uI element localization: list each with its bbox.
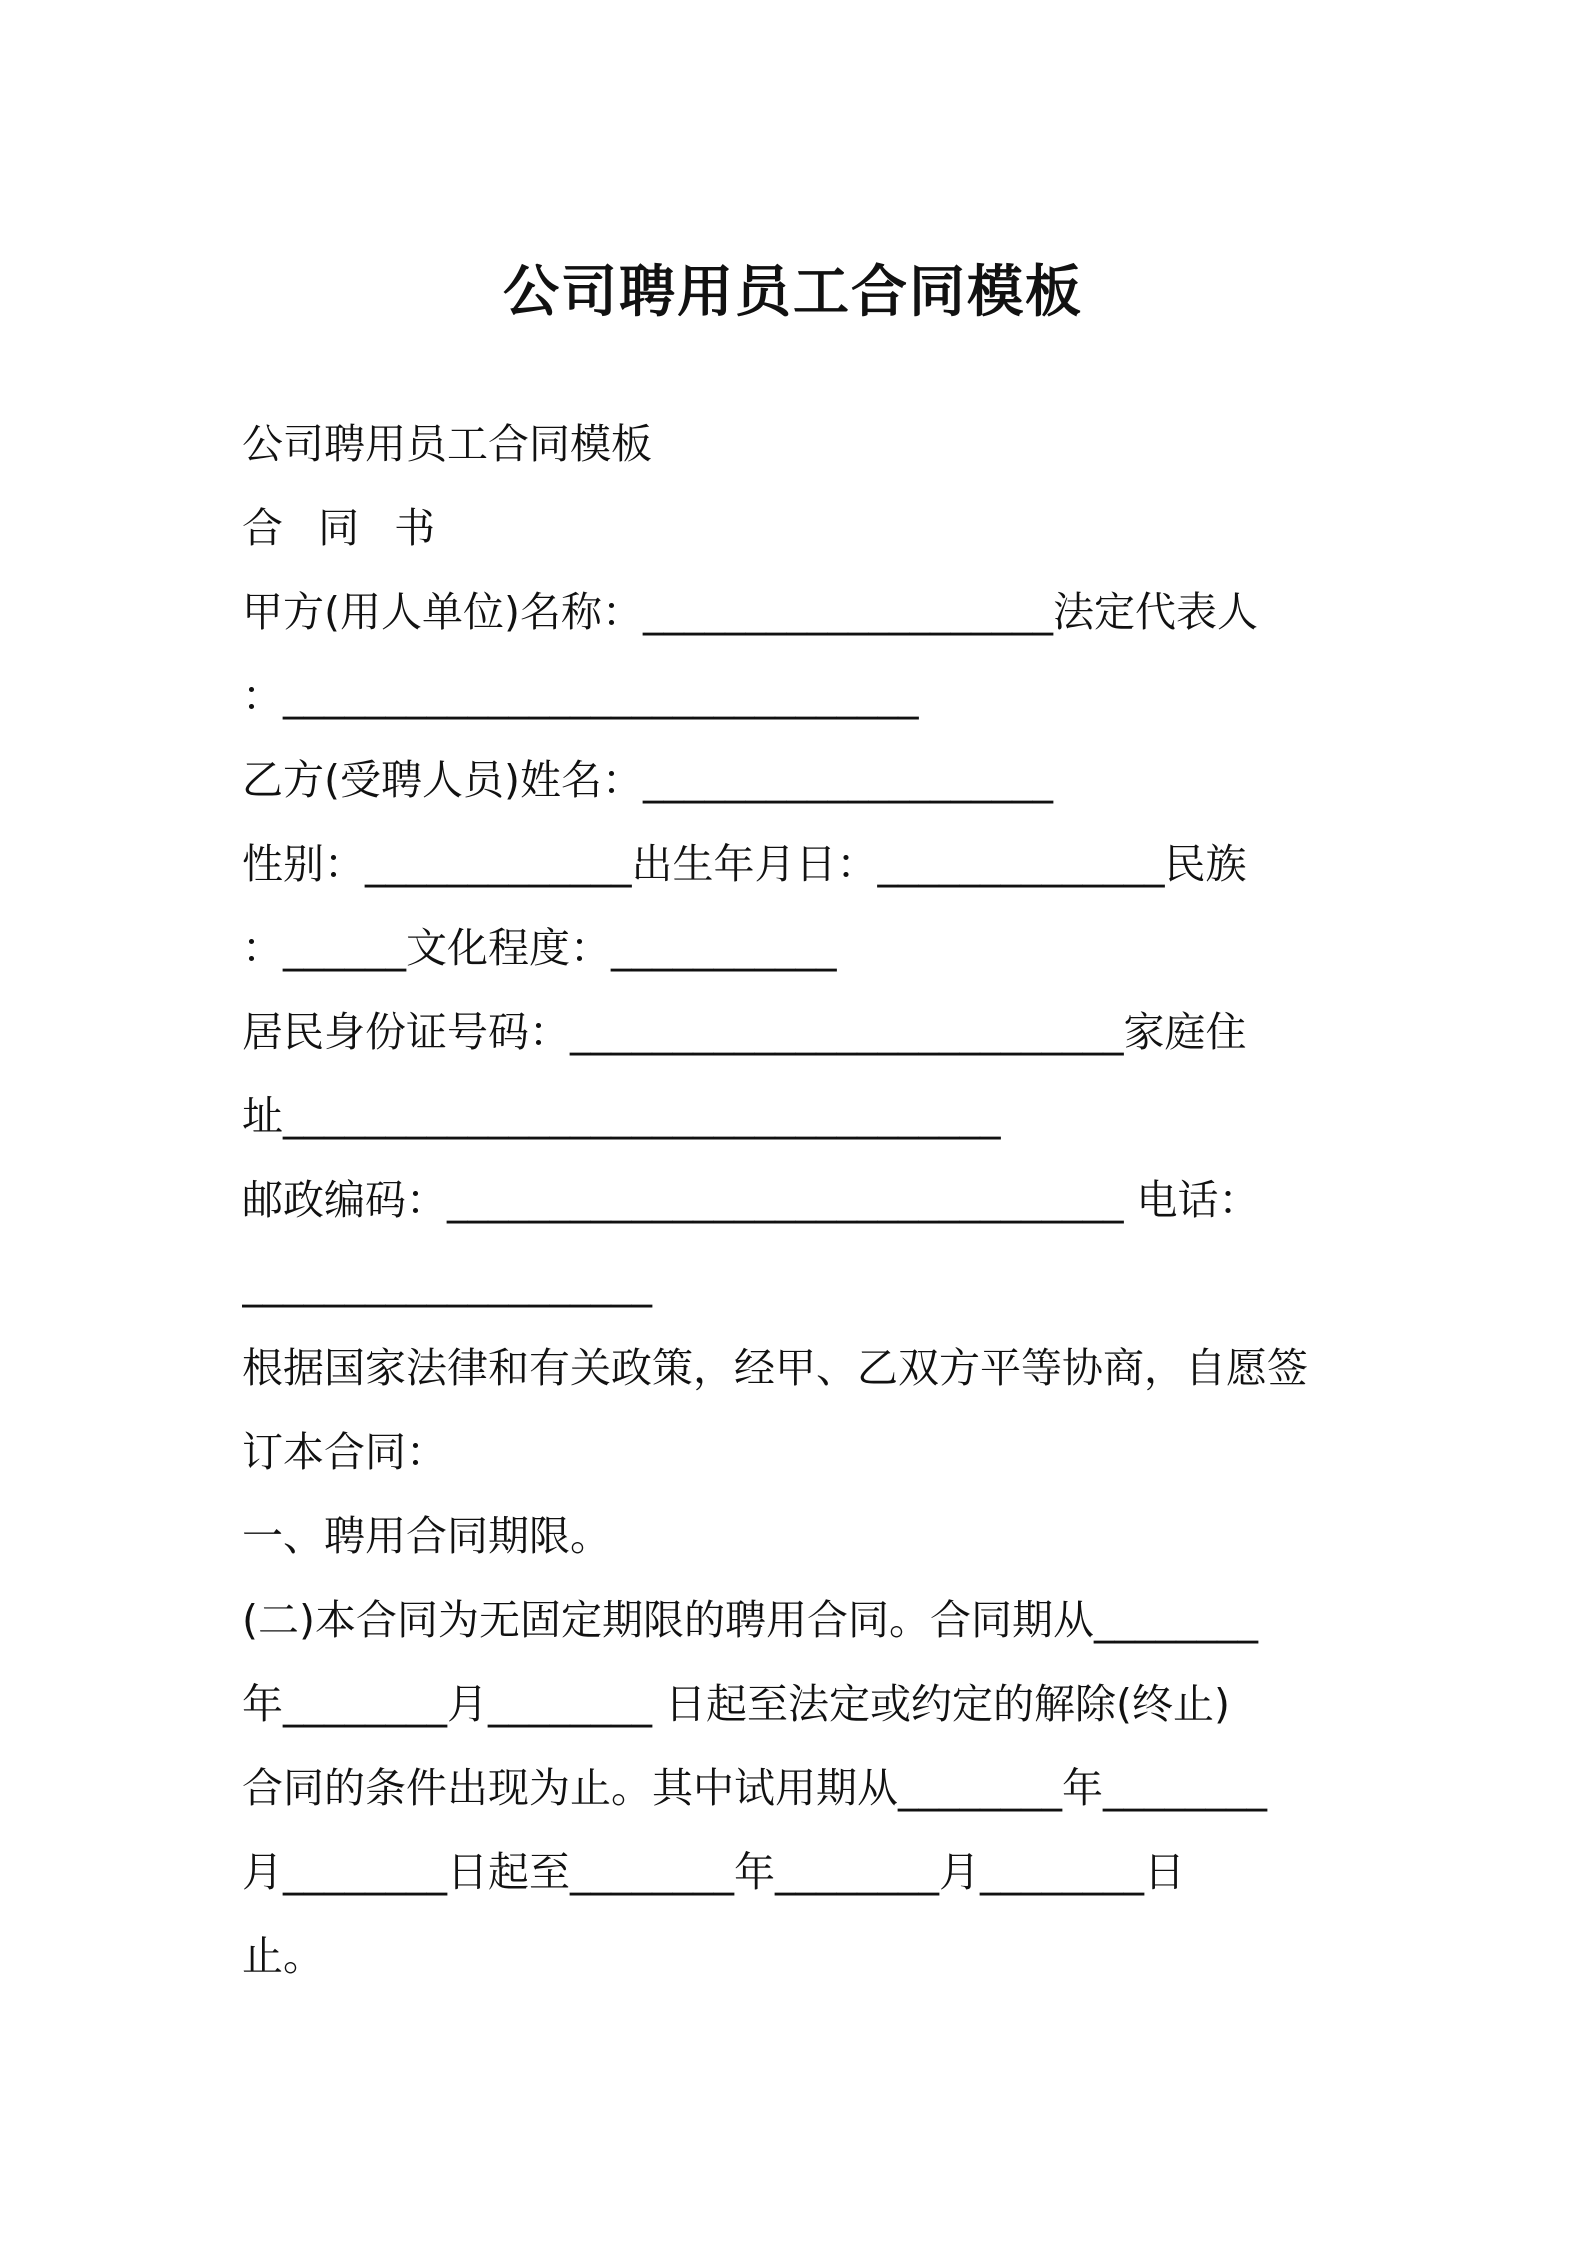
document-subtitle: 公司聘用员工合同模板 (242, 420, 652, 468)
party-a-name-line (242, 582, 1357, 642)
contract-heading: 合 同 书 (242, 504, 439, 552)
party-b-postcode-line: 邮政编码：_________________________________ 电话： (242, 1176, 1260, 1224)
section-1-heading: 一、聘用合同期限。 (242, 1512, 611, 1560)
party-b-education-line: ：______文化程度：___________ (242, 924, 837, 972)
party-b-address-line: 址___________________________________ (242, 1092, 1001, 1140)
party-b-name-line: 乙方(受聘人员)姓名：____________________ (242, 756, 1053, 804)
preamble-line-1: 根据国家法律和有关政策，经甲、乙双方平等协商，自愿签 (242, 1344, 1308, 1392)
party-b-phone-line: ____________________ (242, 1260, 652, 1308)
party-b-gender-birth-line: 性别：_____________出生年月日：______________民族 (242, 840, 1247, 888)
document-title: 公司聘用员工合同模板 (503, 260, 1083, 325)
clause-line-4: 月________日起至________年________月________日 (242, 1848, 1185, 1896)
clause-line-1: (二)本合同为无固定期限的聘用合同。合同期从________ (242, 1596, 1258, 1644)
clause-line-3: 合同的条件出现为止。其中试用期从________年________ (242, 1764, 1267, 1812)
party-a-representative-line: ：_______________________________ (242, 672, 919, 720)
party-b-id-line: 居民身份证号码：___________________________家庭住 (242, 1008, 1247, 1056)
party-a-name-text: 甲方(用人单位)名称：____________________法定代表人 (242, 588, 1258, 636)
preamble-line-2: 订本合同： (242, 1428, 447, 1476)
clause-line-2: 年________月________ 日起至法定或约定的解除(终止) (242, 1680, 1231, 1728)
clause-line-5: 止。 (242, 1932, 324, 1980)
